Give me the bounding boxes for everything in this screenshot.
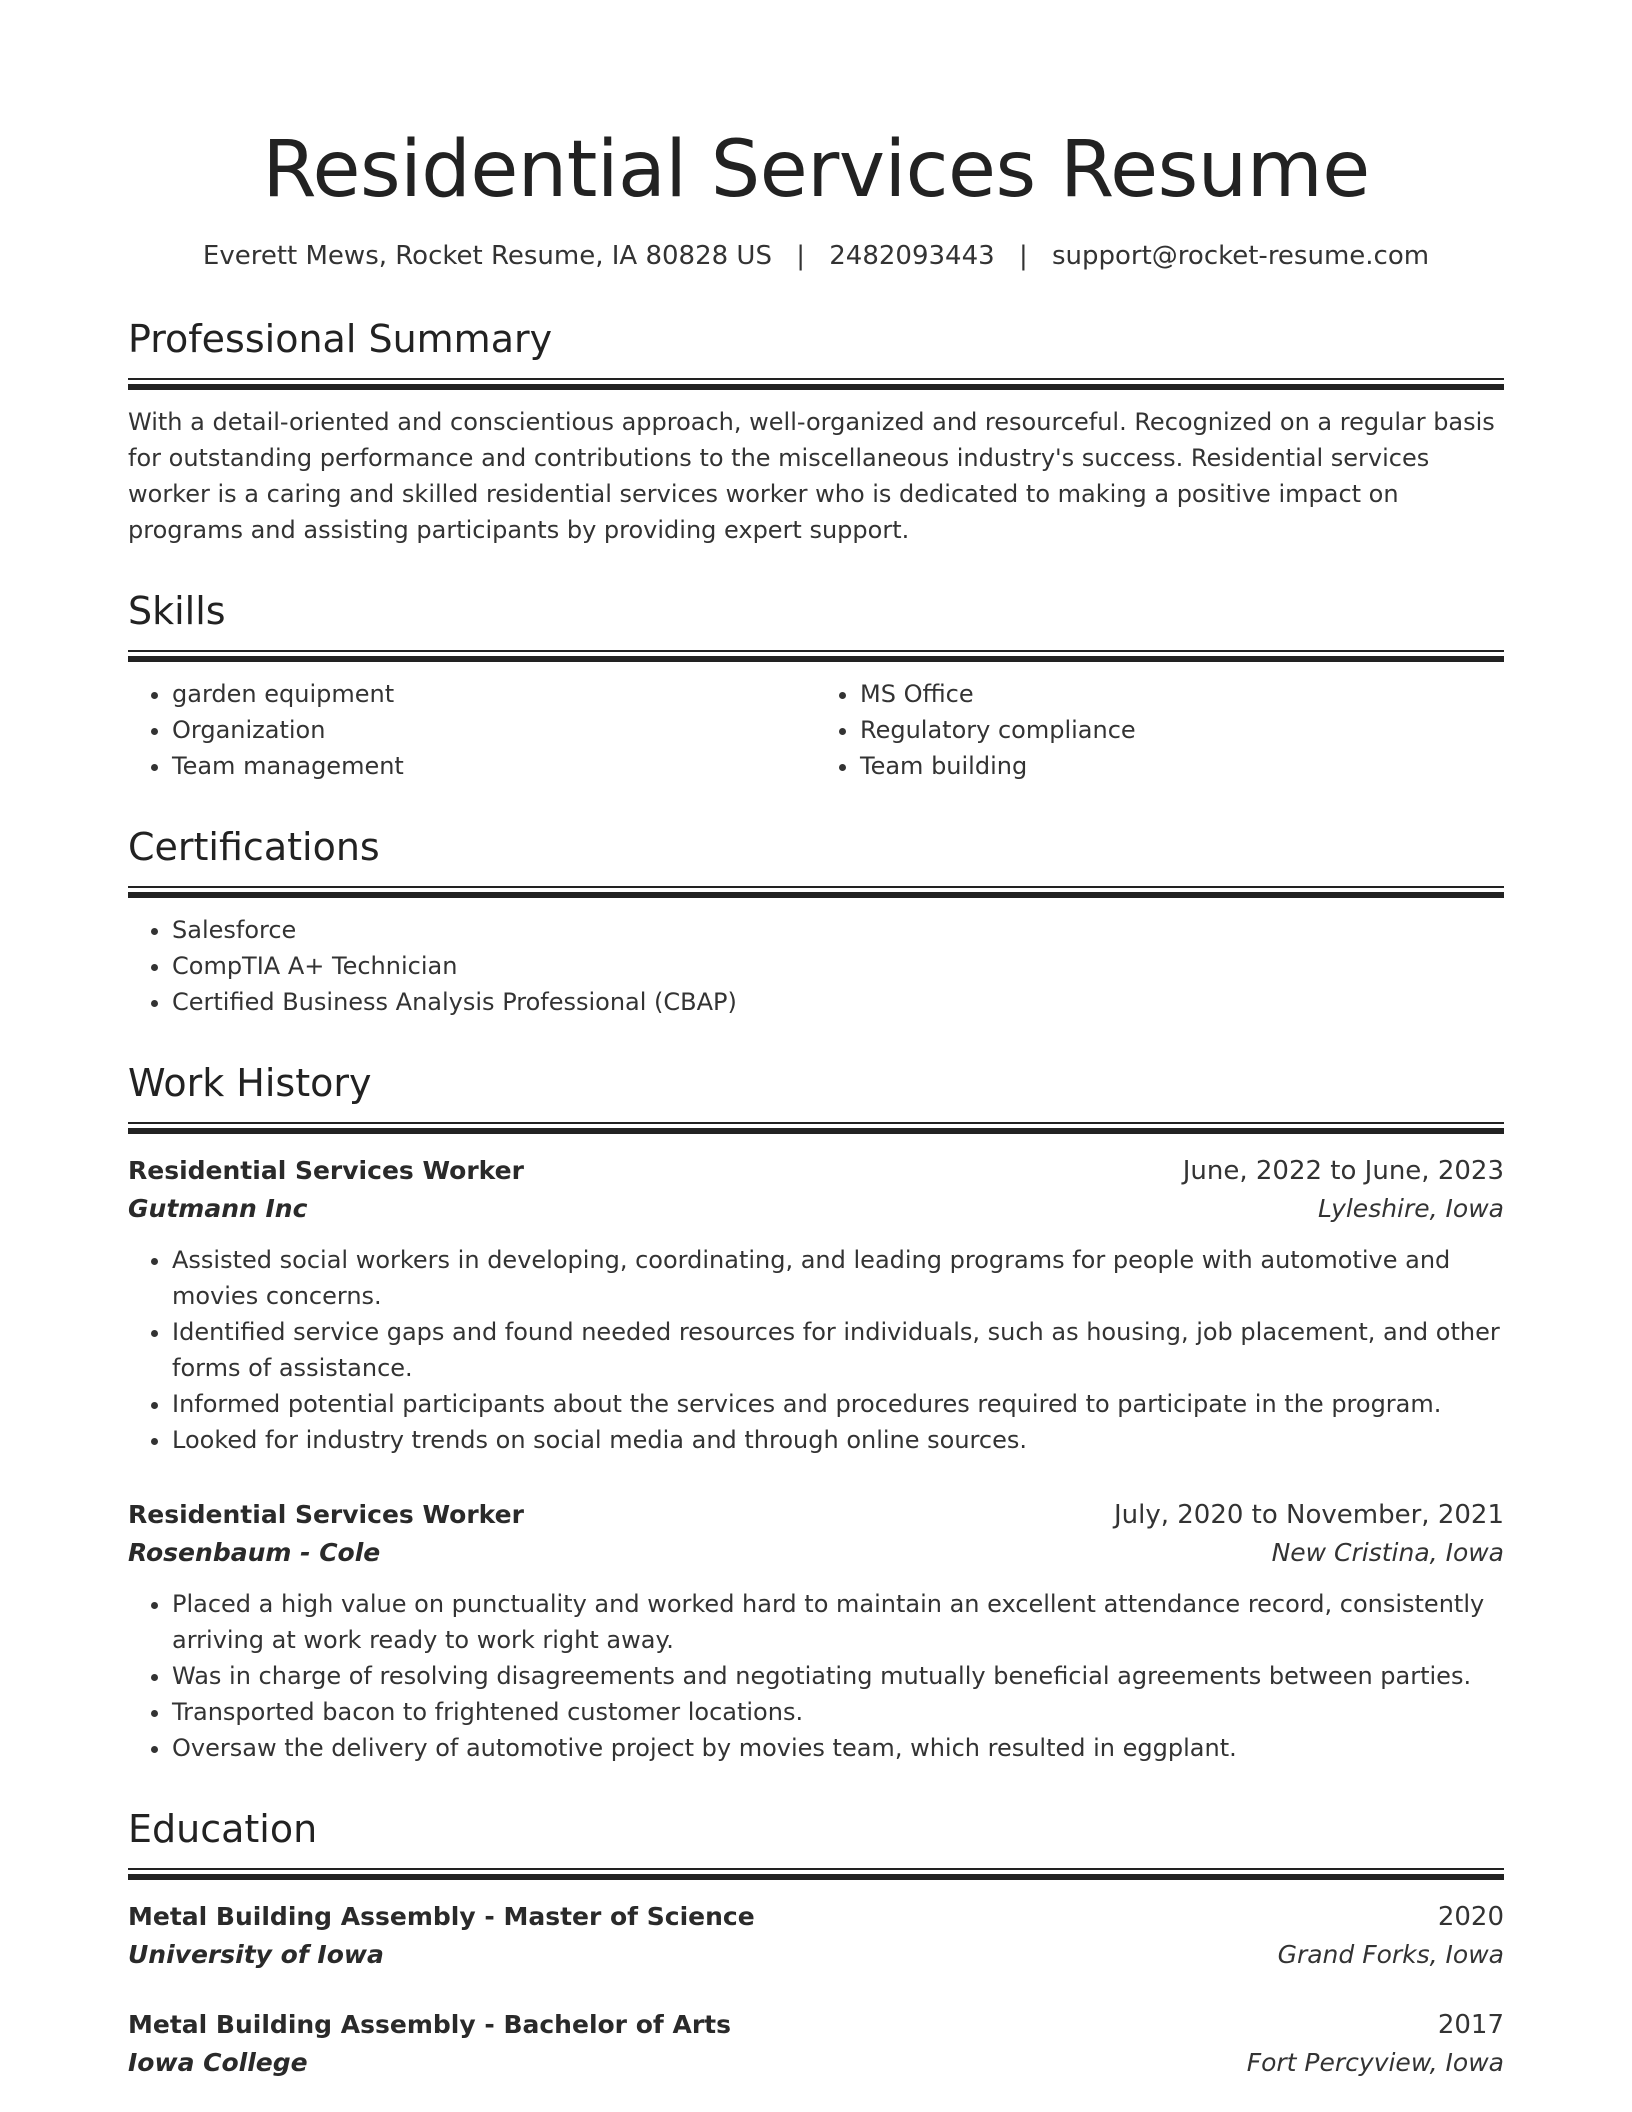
- education-entry: [128, 2006, 1504, 2082]
- resume-title: Residential Services Resume: [262, 125, 1370, 215]
- education-school-row: [128, 1936, 1504, 1974]
- education-degree: Metal Building Assembly - Bachelor of Arts: [128, 2010, 731, 2039]
- education-header-row: [128, 2006, 1504, 2044]
- education-school: Iowa College: [128, 2048, 308, 2077]
- job-company: Rosenbaum - Cole: [128, 1538, 381, 1567]
- job-entry: [128, 1496, 1504, 1766]
- job-bullets: [128, 1586, 1504, 1766]
- job-company: Gutmann Inc: [128, 1194, 308, 1223]
- job-company-row: [128, 1190, 1504, 1228]
- contact-separator: |: [796, 241, 805, 271]
- skill-item: • Team management: [172, 748, 816, 784]
- certification-item: • Salesforce: [172, 912, 1504, 948]
- education-school: University of Iowa: [128, 1940, 384, 1969]
- section-divider: [128, 886, 1504, 898]
- job-location: Lyleshire, Iowa: [1318, 1194, 1504, 1223]
- job-bullet: • Transported bacon to frightened customer locations.: [172, 1694, 1504, 1730]
- section-heading-skills: Skills: [128, 589, 226, 633]
- education-header-row: [128, 1898, 1504, 1936]
- skill-item: • Team building: [860, 748, 1504, 784]
- job-bullet: • Identified service gaps and found needed resources for individuals, such as housing, job placement, and other forms of assistance.: [172, 1314, 1504, 1386]
- job-bullet: • Oversaw the delivery of automotive project by movies team, which resulted in eggplant.: [172, 1730, 1504, 1766]
- contact-line: [128, 236, 1504, 276]
- summary-section: [128, 314, 1504, 548]
- job-entry: [128, 1152, 1504, 1458]
- skill-item: • Regulatory compliance: [860, 712, 1504, 748]
- job-header-row: [128, 1152, 1504, 1190]
- section-divider: [128, 1868, 1504, 1880]
- certification-item: • CompTIA A+ Technician: [172, 948, 1504, 984]
- skills-column-left: [128, 676, 816, 784]
- certifications-list: [128, 912, 1504, 1020]
- certification-item: • Certified Business Analysis Professional (CBAP): [172, 984, 1504, 1020]
- job-title: Residential Services Worker: [128, 1156, 524, 1185]
- education-year: 2020: [1437, 1902, 1504, 1932]
- certifications-section: [128, 822, 1504, 1020]
- skills-grid: [128, 676, 1504, 784]
- education-degree: Metal Building Assembly - Master of Science: [128, 1902, 755, 1931]
- job-location: New Cristina, Iowa: [1271, 1538, 1504, 1567]
- contact-address: Everett Mews, Rocket Resume, IA 80828 US: [202, 241, 772, 271]
- contact-separator: |: [1018, 241, 1028, 271]
- section-heading-certifications: Certifications: [128, 825, 380, 869]
- job-bullet: • Informed potential participants about the services and procedures required to participate in the program.: [172, 1386, 1504, 1422]
- job-company-row: [128, 1534, 1504, 1572]
- job-dates: June, 2022 to June, 2023: [1182, 1156, 1504, 1186]
- contact-email: support@rocket-resume.com: [1051, 241, 1430, 271]
- job-bullet: • Placed a high value on punctuality and worked hard to maintain an excellent attendance record, consistently arriving at work ready to work right away.: [172, 1586, 1504, 1658]
- section-divider: [128, 378, 1504, 390]
- section-heading-work-history: Work History: [128, 1061, 372, 1105]
- section-divider: [128, 1122, 1504, 1134]
- education-entry: [128, 1898, 1504, 1974]
- skill-item: • MS Office: [860, 676, 1504, 712]
- job-bullet: • Looked for industry trends on social media and through online sources.: [172, 1422, 1504, 1458]
- job-title: Residential Services Worker: [128, 1500, 524, 1529]
- contact-phone: 2482093443: [829, 241, 995, 271]
- section-divider: [128, 650, 1504, 662]
- section-heading-education: Education: [128, 1807, 318, 1851]
- summary-text: With a detail-oriented and conscientious approach, well-organized and resourceful. Recognized on a regular basis for outstanding performance and contributions to the miscellaneous industry's success. Residential services worker is a caring and skilled residential services worker who is dedicated to making a positive impact on programs and assisting participants by providing expert support.: [128, 408, 1495, 544]
- job-dates: July, 2020 to November, 2021: [1113, 1500, 1504, 1530]
- education-section: [128, 1804, 1504, 2082]
- work-history-section: [128, 1058, 1504, 1766]
- job-bullet: • Assisted social workers in developing, coordinating, and leading programs for people with automotive and movies concerns.: [172, 1242, 1504, 1314]
- education-location: Grand Forks, Iowa: [1277, 1940, 1504, 1969]
- job-bullets: [128, 1242, 1504, 1458]
- section-heading-summary: Professional Summary: [128, 317, 553, 361]
- skills-column-right: [816, 676, 1504, 784]
- job-bullet: • Was in charge of resolving disagreements and negotiating mutually beneficial agreements between parties.: [172, 1658, 1504, 1694]
- skills-section: [128, 586, 1504, 784]
- job-header-row: [128, 1496, 1504, 1534]
- education-location: Fort Percyview, Iowa: [1246, 2048, 1504, 2077]
- skill-item: • Organization: [172, 712, 816, 748]
- education-year: 2017: [1437, 2010, 1504, 2040]
- education-school-row: [128, 2044, 1504, 2082]
- skill-item: • garden equipment: [172, 676, 816, 712]
